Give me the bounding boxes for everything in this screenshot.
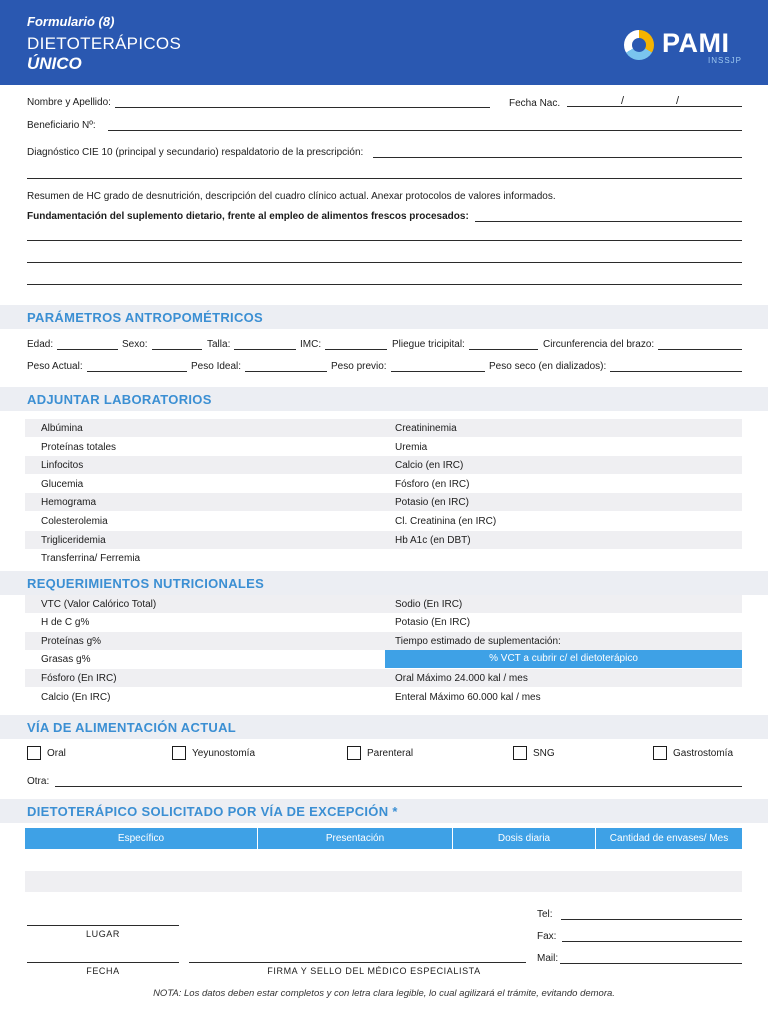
date-slash-2: /	[676, 95, 680, 107]
tel-label: Tel:	[537, 909, 553, 920]
logo-sub: INSSJP	[708, 56, 743, 65]
lab-item: Proteínas totales	[41, 442, 117, 453]
checkbox[interactable]	[347, 746, 361, 760]
requested-section	[0, 799, 768, 823]
bmi-field[interactable]	[300, 339, 387, 350]
requirements-title: REQUERIMIENTOS NUTRICIONALES	[27, 576, 265, 591]
lab-item: Glucemia	[41, 479, 84, 490]
requirement-item: Proteínas g%	[41, 636, 102, 647]
route-option-yeyunostomia[interactable]	[172, 746, 255, 760]
requested-title: DIETOTERÁPICO SOLICITADO POR VÍA DE EXCEPCIÓN *	[27, 804, 398, 819]
logo-brand: PAMI	[662, 28, 730, 58]
signature-label: FIRMA Y SELLO DEL MÉDICO ESPECIALISTA	[267, 966, 481, 976]
name-label: Nombre y Apellido:	[27, 97, 111, 108]
form-title: DIETOTERÁPICOS	[27, 34, 182, 53]
arm-circumference-field[interactable]	[543, 339, 742, 350]
lab-row	[25, 438, 742, 456]
lab-item: Colesterolemia	[41, 516, 108, 527]
triceps-field[interactable]	[392, 339, 538, 350]
form-header	[0, 0, 768, 85]
requested-table-header	[25, 828, 742, 849]
lab-item: Uremia	[395, 442, 428, 453]
dry-weight-label: Peso seco (en dializados):	[489, 361, 607, 372]
footer-note: NOTA: Los datos deben estar completos y con letra clara legible, lo cual agilizará el trámite, evitando demora.	[153, 988, 615, 999]
place-line[interactable]	[27, 925, 179, 926]
requirement-item: Calcio (En IRC)	[41, 692, 111, 703]
height-label: Talla:	[207, 339, 231, 350]
requirement-row	[25, 595, 742, 613]
lab-row	[25, 493, 742, 511]
requirement-item: Fósforo (En IRC)	[41, 673, 117, 684]
lab-row	[25, 456, 742, 474]
signature-line[interactable]	[189, 962, 526, 963]
fax-field[interactable]	[537, 931, 742, 942]
labs-section	[0, 387, 768, 411]
diagnosis-field[interactable]	[27, 147, 742, 158]
pami-logo	[624, 28, 744, 68]
current-weight-label: Peso Actual:	[27, 361, 83, 372]
checkbox[interactable]	[172, 746, 186, 760]
checkbox[interactable]	[653, 746, 667, 760]
previous-weight-field[interactable]	[331, 361, 485, 372]
checkbox[interactable]	[27, 746, 41, 760]
lab-item: Hemograma	[41, 497, 97, 508]
rationale-line-3[interactable]	[27, 262, 742, 263]
route-option-label: Gastrostomía	[673, 747, 734, 759]
route-option-label: Yeyunostomía	[192, 747, 256, 759]
dry-weight-field[interactable]	[489, 361, 742, 372]
requirements-section	[0, 571, 768, 595]
requirement-row	[25, 688, 742, 706]
requirement-row	[25, 669, 742, 687]
requirement-item: Enteral Máximo 60.000 kal / mes	[395, 692, 541, 703]
column-header: Presentación	[258, 828, 453, 849]
other-route-field[interactable]	[27, 776, 742, 787]
anthropometric-title: PARÁMETROS ANTROPOMÉTRICOS	[27, 310, 264, 325]
lab-item: Cl. Creatinina (en IRC)	[395, 516, 497, 527]
beneficiary-field[interactable]	[27, 120, 742, 131]
requirement-item: H de C g%	[41, 617, 90, 628]
diagnosis-line-2[interactable]	[27, 178, 742, 179]
lab-row	[25, 531, 742, 549]
name-field[interactable]	[27, 97, 490, 108]
sex-field[interactable]	[122, 339, 202, 350]
requirement-item: Oral Máximo 24.000 kal / mes	[395, 673, 528, 684]
lab-item: Creatininemia	[395, 423, 457, 434]
route-option-oral[interactable]	[27, 746, 66, 760]
rationale-field[interactable]	[27, 211, 742, 222]
column-header: Específico	[25, 828, 258, 849]
rationale-line-4[interactable]	[27, 284, 742, 285]
triceps-label: Pliegue tricipital:	[392, 339, 465, 350]
route-option-label: Oral	[47, 747, 66, 759]
vct-highlight: % VCT a cubrir c/ el dietoterápico	[385, 650, 742, 668]
route-option-label: Parenteral	[367, 747, 414, 759]
column-header: Dosis diaria	[453, 828, 596, 849]
arm-circumference-label: Circunferencia del brazo:	[543, 339, 655, 350]
pami-logo-icon	[624, 30, 654, 60]
summary-text: Resumen de HC grado de desnutrición, descripción del cuadro clínico actual. Anexar protocolos de valores informados.	[27, 191, 556, 202]
form-number: Formulario (8)	[27, 14, 115, 29]
labs-title: ADJUNTAR LABORATORIOS	[27, 392, 212, 407]
route-option-label: SNG	[533, 747, 555, 759]
mail-label: Mail:	[537, 953, 559, 964]
requested-table-row[interactable]	[25, 871, 742, 892]
lab-row	[25, 419, 742, 437]
rationale-line-2[interactable]	[27, 240, 742, 241]
lab-item: Trigliceridemia	[41, 535, 106, 546]
feeding-route-title: VÍA DE ALIMENTACIÓN ACTUAL	[27, 720, 237, 735]
lab-row	[25, 475, 742, 493]
feeding-route-section	[0, 715, 768, 739]
lab-item: Linfocitos	[41, 460, 84, 471]
lab-item: Albúmina	[41, 423, 83, 434]
requirement-item: Sodio (En IRC)	[395, 599, 463, 610]
anthropometric-section	[0, 305, 768, 329]
column-header: Cantidad de envases/ Mes	[609, 833, 729, 844]
dob-label: Fecha Nac.	[509, 98, 561, 109]
ideal-weight-field[interactable]	[191, 361, 327, 372]
other-route-label: Otra:	[27, 776, 50, 787]
beneficiary-label: Beneficiario Nº:	[27, 120, 96, 131]
lab-item: Transferrina/ Ferremia	[41, 553, 141, 564]
place-label: LUGAR	[85, 929, 120, 939]
bmi-label: IMC:	[300, 339, 322, 350]
requirement-item: VTC (Valor Calórico Total)	[41, 599, 157, 610]
route-option-gastrostomia[interactable]	[653, 746, 733, 760]
dob-field[interactable]	[567, 106, 742, 107]
fax-label: Fax:	[537, 931, 557, 942]
height-field[interactable]	[207, 339, 296, 350]
requirement-item: Potasio (En IRC)	[395, 617, 471, 628]
date-label: FECHA	[86, 966, 120, 976]
requirement-item: Grasas g%	[41, 654, 91, 665]
date-slash-1: /	[621, 95, 625, 107]
lab-item: Fósforo (en IRC)	[395, 479, 470, 490]
rationale-label: Fundamentación del suplemento dietario, frente al empleo de alimentos frescos procesados:	[27, 211, 469, 222]
checkbox[interactable]	[513, 746, 527, 760]
lab-row	[25, 549, 742, 567]
age-field[interactable]	[27, 339, 118, 350]
ideal-weight-label: Peso Ideal:	[191, 361, 242, 372]
age-label: Edad:	[27, 339, 54, 350]
diagnosis-label: Diagnóstico CIE 10 (principal y secundario) respaldatorio de la prescripción:	[27, 147, 364, 158]
route-option-parenteral[interactable]	[347, 746, 413, 760]
previous-weight-label: Peso previo:	[331, 361, 387, 372]
lab-item: Potasio (en IRC)	[395, 497, 469, 508]
requirement-item: Tiempo estimado de suplementación:	[395, 636, 561, 647]
requested-table-row[interactable]	[25, 849, 742, 870]
date-line[interactable]	[27, 962, 179, 963]
mail-field[interactable]	[537, 953, 742, 964]
current-weight-field[interactable]	[27, 361, 187, 372]
lab-item: Hb A1c (en DBT)	[395, 535, 471, 546]
form-subtitle: ÚNICO	[27, 54, 82, 73]
requirement-row	[25, 613, 742, 631]
lab-item: Calcio (en IRC)	[395, 460, 464, 471]
requirement-row	[25, 632, 742, 650]
route-option-sng[interactable]	[513, 746, 555, 760]
tel-field[interactable]	[537, 909, 742, 920]
lab-row	[25, 512, 742, 530]
sex-label: Sexo:	[122, 339, 148, 350]
